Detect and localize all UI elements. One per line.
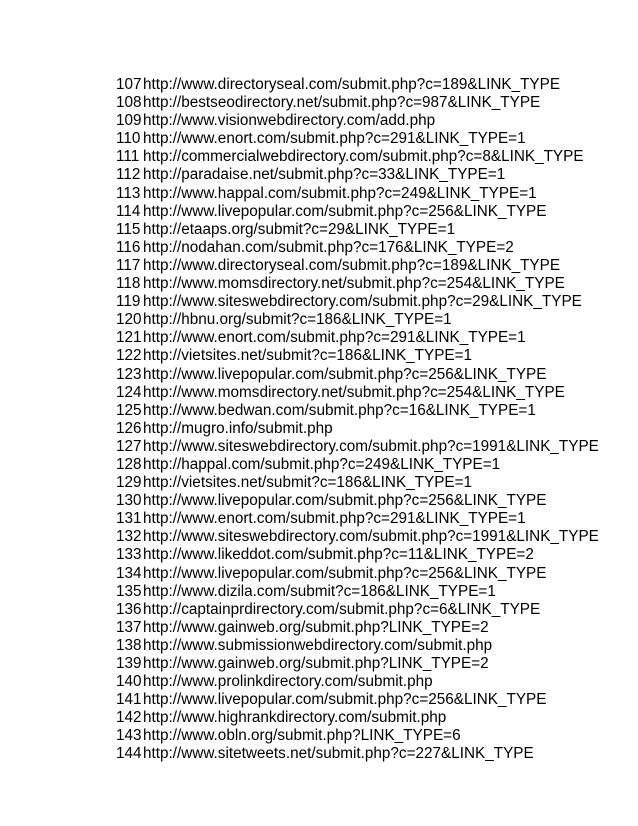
url-text: http://www.livepopular.com/submit.php?c=256&LINK_TYPE xyxy=(143,564,547,582)
line-number: 125 xyxy=(116,401,142,419)
url-text: http://hbnu.org/submit?c=186&LINK_TYPE=1 xyxy=(143,311,452,329)
list-item xyxy=(116,383,565,402)
url-text: http://nodahan.com/submit.php?c=176&LINK_TYPE=2 xyxy=(143,238,514,256)
list-item xyxy=(116,256,561,275)
line-number: 135 xyxy=(116,582,142,600)
url-text: http://www.highrankdirectory.com/submit.php xyxy=(143,709,447,727)
url-text: http://bestseodirectory.net/submit.php?c=987&LINK_TYPE xyxy=(143,94,541,112)
url-text: http://www.momsdirectory.net/submit.php?c=254&LINK_TYPE xyxy=(143,275,565,293)
list-item xyxy=(116,329,526,347)
line-number: 115 xyxy=(116,220,141,238)
url-text: http://www.submissionwebdirectory.com/submit.php xyxy=(143,636,493,654)
line-number: 120 xyxy=(116,311,142,329)
line-number: 144 xyxy=(116,745,142,763)
list-item xyxy=(116,745,534,763)
list-item xyxy=(116,238,514,257)
url-text: http://www.visionwebdirectory.com/add.php xyxy=(143,112,436,130)
list-item xyxy=(116,437,599,456)
list-item xyxy=(116,275,565,293)
list-item xyxy=(116,691,547,709)
url-text: http://vietsites.net/submit?c=186&LINK_TYPE=1 xyxy=(143,474,473,492)
line-number: 110 xyxy=(116,130,141,148)
line-number: 112 xyxy=(116,166,141,184)
url-text: http://www.enort.com/submit.php?c=291&LINK_TYPE=1 xyxy=(143,130,526,148)
url-text: http://mugro.info/submit.php xyxy=(143,419,333,437)
url-text: http://www.directoryseal.com/submit.php?c=189&LINK_TYPE xyxy=(143,256,561,274)
url-text: http://happal.com/submit.php?c=249&LINK_TYPE=1 xyxy=(143,455,501,473)
line-number: 133 xyxy=(116,546,142,564)
list-item xyxy=(116,564,547,583)
url-text: http://www.enort.com/submit.php?c=291&LINK_TYPE=1 xyxy=(143,329,526,347)
list-item xyxy=(116,637,508,655)
list-item xyxy=(116,456,508,474)
url-text: http://www.siteswebdirectory.com/submit.php?c=1991&LINK_TYPE xyxy=(143,528,599,546)
line-number: 119 xyxy=(116,293,141,311)
line-number: 136 xyxy=(116,600,142,618)
list-item xyxy=(116,130,526,148)
line-number: 114 xyxy=(116,202,141,220)
url-text: http://etaaps.org/submit?c=29&LINK_TYPE=1 xyxy=(143,220,456,238)
line-number: 141 xyxy=(116,691,142,709)
line-number: 134 xyxy=(116,564,142,582)
url-text: http://www.happal.com/submit.php?c=249&LINK_TYPE=1 xyxy=(143,184,537,202)
url-text: http://www.directoryseal.com/submit.php?c=189&LINK_TYPE xyxy=(143,76,561,93)
line-number: 137 xyxy=(116,618,142,636)
list-item xyxy=(116,202,547,221)
line-number: 132 xyxy=(116,528,142,546)
url-text: http://captainprdirectory.com/submit.php?c=6&LINK_TYPE xyxy=(143,600,541,618)
line-number: 109 xyxy=(116,112,142,130)
url-text: http://www.bedwan.com/submit.php?c=16&LINK_TYPE=1 xyxy=(143,401,536,419)
line-number: 139 xyxy=(116,655,142,672)
url-text: http://www.livepopular.com/submit.php?c=256&LINK_TYPE xyxy=(143,365,547,383)
url-text: http://www.obln.org/submit.php?LINK_TYPE=6 xyxy=(143,727,461,745)
list-item xyxy=(116,492,547,510)
line-number: 143 xyxy=(116,727,142,745)
url-text: http://www.siteswebdirectory.com/submit.php?c=1991&LINK_TYPE xyxy=(143,437,599,455)
line-number: 142 xyxy=(116,709,142,727)
list-item xyxy=(116,655,508,673)
list-item xyxy=(116,76,561,94)
url-text: http://www.livepopular.com/submit.php?c=256&LINK_TYPE xyxy=(143,202,547,220)
line-number: 127 xyxy=(116,437,142,455)
line-number: 116 xyxy=(116,238,141,256)
line-number: 118 xyxy=(116,275,141,293)
list-item xyxy=(116,148,584,166)
list-item xyxy=(116,583,508,601)
list-item xyxy=(116,94,541,112)
list-item xyxy=(116,347,508,365)
list-item xyxy=(116,401,536,420)
line-number: 129 xyxy=(116,474,142,492)
url-text: http://www.livepopular.com/submit.php?c=256&LINK_TYPE xyxy=(143,492,547,510)
line-number: 128 xyxy=(116,455,142,473)
line-number: 140 xyxy=(116,673,142,691)
list-item xyxy=(116,474,508,492)
line-number: 131 xyxy=(116,510,142,528)
url-text: http://www.gainweb.org/submit.php?LINK_TYPE=2 xyxy=(143,655,489,672)
url-text: http://www.sitetweets.net/submit.php?c=227&LINK_TYPE xyxy=(143,745,534,763)
list-item xyxy=(116,600,541,619)
line-number: 108 xyxy=(116,94,142,112)
url-text: http://www.likeddot.com/submit.php?c=11&LINK_TYPE=2 xyxy=(143,546,534,564)
list-item xyxy=(116,510,526,528)
url-text: http://www.dizila.com/submit?c=186&LINK_TYPE=1 xyxy=(143,582,496,600)
list-item xyxy=(116,420,508,438)
list-item xyxy=(116,221,508,239)
list-item xyxy=(116,311,508,329)
line-number: 121 xyxy=(116,329,142,347)
list-item xyxy=(116,528,599,546)
list-item xyxy=(116,365,547,384)
line-number: 123 xyxy=(116,365,142,383)
url-text: http://www.gainweb.org/submit.php?LINK_TYPE=2 xyxy=(143,618,489,636)
line-number: 122 xyxy=(116,347,142,365)
url-text: http://vietsites.net/submit?c=186&LINK_TYPE=1 xyxy=(143,347,473,365)
list-item xyxy=(116,546,534,564)
url-text: http://www.livepopular.com/submit.php?c=256&LINK_TYPE xyxy=(143,691,547,709)
line-number: 126 xyxy=(116,419,142,437)
line-number: 138 xyxy=(116,636,142,654)
url-text: http://paradaise.net/submit.php?c=33&LINK_TYPE=1 xyxy=(143,166,506,184)
url-text: http://www.siteswebdirectory.com/submit.php?c=29&LINK_TYPE xyxy=(143,293,582,311)
line-number: 113 xyxy=(116,184,141,202)
line-number: 124 xyxy=(116,383,142,401)
url-text: http://www.prolinkdirectory.com/submit.php xyxy=(143,673,433,691)
list-item xyxy=(116,709,508,727)
list-item xyxy=(116,673,508,691)
list-item xyxy=(116,293,582,311)
line-number: 117 xyxy=(116,256,141,274)
line-number: 130 xyxy=(116,492,142,510)
url-text: http://www.enort.com/submit.php?c=291&LINK_TYPE=1 xyxy=(143,510,526,528)
line-number: 107 xyxy=(116,76,142,93)
url-text: http://www.momsdirectory.net/submit.php?c=254&LINK_TYPE xyxy=(143,383,565,401)
line-number: 111 xyxy=(116,148,140,166)
list-item xyxy=(116,727,508,745)
url-text: http://commercialwebdirectory.com/submit.php?c=8&LINK_TYPE xyxy=(143,148,584,166)
url-list xyxy=(116,76,599,764)
list-item xyxy=(116,619,508,637)
list-item xyxy=(116,184,537,203)
list-item xyxy=(116,166,508,184)
list-item xyxy=(116,112,508,130)
